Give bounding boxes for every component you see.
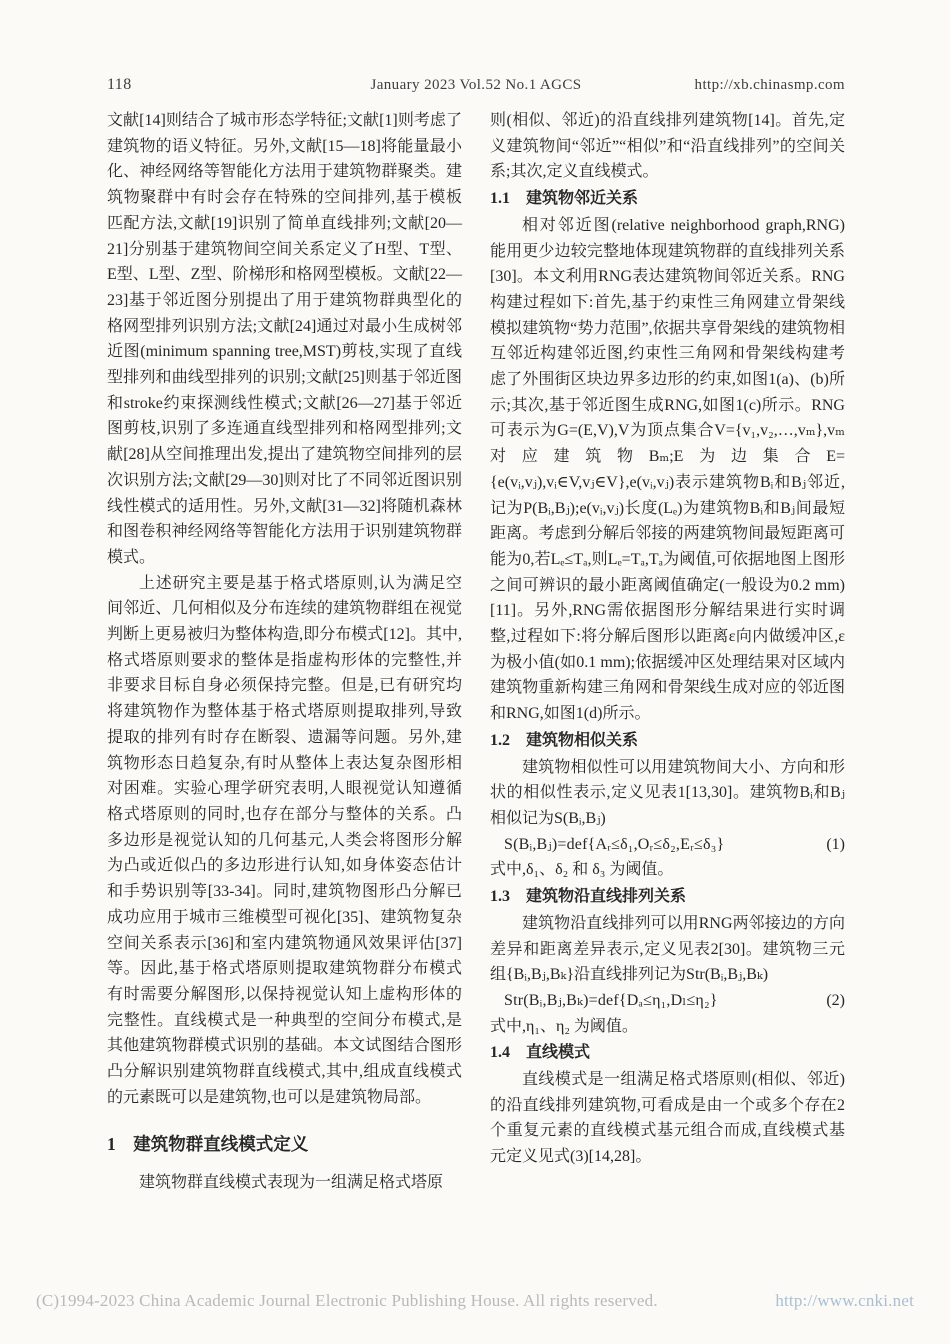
journal-info: January 2023 Vol.52 No.1 AGCS <box>370 77 582 93</box>
paragraph-proximity-relation: 相对邻近图(relative neighborhood graph,RNG)能用更少边较完整地体现建筑物群的直线排列关系[30]。本文利用RNG表达建筑物间邻近关系。RNG构建过程如下:首先,基于约束性三角网建立骨架线模拟建筑物“势力范围”,依据共享骨架线的建筑物相互邻近构建邻近图,约束性三角网和骨架线构建考虑了外围街区块边界多边形的约束,如图1(a)、(b)所示;其次,基于邻近图生成RNG,如图1(c)所示。RNG可表示为G=(E,V),V为顶点集合V={v₁,v₂,…,vₘ},vₘ对应建筑物Bₘ;E为边集合E={e(vᵢ,vⱼ),vᵢ∈V,vⱼ∈V},e(vᵢ,vⱼ)表示建筑物Bᵢ和Bⱼ邻近,记为P(Bᵢ,Bⱼ);e(vᵢ,vⱼ)长度(Lₑ)为建筑物Bᵢ和Bⱼ间最短距离。考虑到分解后邻接的两建筑物间最短距离可能为0,若Lₑ≤Tₐ,则Lₑ=Tₐ,Tₐ为阈值,可依据地图上图形之间可辨识的最小距离阈值确定(一般设为0.2 mm)[11]。另外,RNG需依据图形分解结果进行实时调整,过程如下:将分解后图形以距离ε向内做缓冲区,ε为极小值(如0.1 mm);依据缓冲区处理结果对区域内建筑物重新构建三角网和骨架线生成对应的邻近图和RNG,如图1(d)所示。 <box>490 216 845 723</box>
paragraph-gestalt-discussion: 上述研究主要是基于格式塔原则,认为满足空间邻近、几何相似及分布连续的建筑物群组在视觉判断上更易被归为整体构造,即分布模式[12]。其中,格式塔原则要求的整体是指虚构形体的完整性,并非要求目标自身必须保持完整。但是,已有研究均将建筑物作为整体基于格式塔原则提取排列,导致提取的排列有时存在断裂、遗漏等问题。另外,建筑物形态日趋复杂,有时从整体上表达复杂图形相对困难。实验心理学研究表明,人眼视觉认知遵循格式塔原则的同时,也存在部分与整体的关系。凸多边形是视觉认知的几何基元,人类会将图形分解为凸或近似凸的多边形进行认知,如身体姿态估计和手势识别等[33-34]。同时,建筑物图形凸分解已成功应用于城市三维模型可视化[35]、建筑物复杂空间关系表示[36]和室内建筑物通风效果评估[37]等。因此,基于格式塔原则提取建筑物群分布模式有时需要分解图形,以保持视觉认知上虚构形体的完整性。直线模式是一种典型的空间分布模式,是其他建筑物群模式识别的基础。本文试图结合图形凸分解识别建筑物群直线模式,其中,组成直线模式的元素既可以是建筑物,也可以是建筑物局部。 <box>107 574 462 1106</box>
paragraph-formula-2-note: 式中,η₁、η₂ 为阈值。 <box>490 1017 638 1035</box>
page-number: 118 <box>107 76 132 93</box>
paragraph-similarity-relation: 建筑物相似性可以用建筑物间大小、方向和形状的相似性表示,定义见表1[13,30]。建筑物Bᵢ和Bⱼ相似记为S(Bᵢ,Bⱼ) <box>490 758 845 827</box>
formula-1-expression: S(Bᵢ,Bⱼ)=def{Aᵣ≤δ₁,Oᵣ≤δ₂,Eᵣ≤δ₃} <box>504 835 725 853</box>
journal-site-url: http://xb.chinasmp.com <box>694 77 845 93</box>
paragraph-literature-review: 文献[14]则结合了城市形态学特征;文献[1]则考虑了建筑物的语义特征。另外,文献[15—18]将能量最小化、神经网络等智能化方法用于建筑物群聚类。建筑物聚群中有时会存在特殊的空间排列,基于模板匹配方法,文献[19]识别了简单直线排列;文献[20—21]分别基于建筑物间空间关系定义了H型、T型、E型、L型、Z型、阶梯形和格网型模板。文献[22—23]基于邻近图分别提出了用于建筑物群典型化的格网型排列识别方法;文献[24]通过对最小生成树邻近图(minimum spanning tree,MST)剪枝,实现了直线型排列和曲线型排列的识别;文献[25]则基于邻近图和stroke约束探测线性模式;文献[26—27]基于邻近图剪枝,识别了多连通直线型排列和格网型排列;文献[28]从空间推理出发,提出了建筑物空间排列的层次识别方法;文献[29—30]则对比了不同邻近图识别线性模式的适用性。另外,文献[31—32]将随机森林和图卷积神经网络等智能化方法用于识别建筑物群模式。 <box>107 112 462 566</box>
page-footer <box>36 1291 914 1311</box>
paragraph-linear-pattern-definition: 直线模式是一组满足格式塔原则(相似、邻近)的沿直线排列建筑物,可看成是由一个或多个存在2个重复元素的直线模式基元组合而成,直线模式基元定义见式(3)[14,28]。 <box>490 1071 845 1166</box>
paragraph-formula-1-note: 式中,δ₁、δ₂ 和 δ₃ 为阈值。 <box>490 861 674 879</box>
subsection-1-4-heading: 1.4 直线模式 <box>490 1044 591 1062</box>
article-body <box>107 108 845 1196</box>
paragraph-linear-alignment-relation: 建筑物沿直线排列可以用RNG两邻接边的方向差异和距离差异表示,定义见表2[30]。建筑物三元组{Bᵢ,Bⱼ,Bₖ}沿直线排列记为Str(Bᵢ,Bⱼ,Bₖ) <box>490 914 845 984</box>
formula-2 <box>490 988 845 1014</box>
subsection-1-1-heading: 1.1 建筑物邻近关系 <box>490 190 639 208</box>
copyright-notice: (C)1994-2023 China Academic Journal Electronic Publishing House. All rights reserved. <box>36 1291 658 1310</box>
paragraph-section-1-continuation: 则(相似、邻近)的沿直线排列建筑物[14]。首先,定义建筑物间“邻近”“相似”和“沿直线排列”的空间关系;其次,定义直线模式。 <box>490 112 845 181</box>
page-header <box>107 76 845 94</box>
formula-1-number: (1) <box>826 835 845 853</box>
subsection-1-2-heading: 1.2 建筑物相似关系 <box>490 731 639 749</box>
right-column <box>490 108 845 1196</box>
formula-1 <box>490 832 845 858</box>
section-1-heading: 1 建筑物群直线模式定义 <box>107 1134 309 1155</box>
subsection-1-3-heading: 1.3 建筑物沿直线排列关系 <box>490 888 687 906</box>
cnki-url-link[interactable]: http://www.cnki.net <box>775 1291 914 1310</box>
formula-2-expression: Str(Bᵢ,Bⱼ,Bₖ)=def{Dₐ≤η₁,Dₗ≤η₂} <box>504 991 718 1009</box>
left-column <box>107 108 462 1196</box>
formula-2-number: (2) <box>826 991 845 1009</box>
paragraph-section-1-intro: 建筑物群直线模式表现为一组满足格式塔原 <box>139 1174 444 1192</box>
